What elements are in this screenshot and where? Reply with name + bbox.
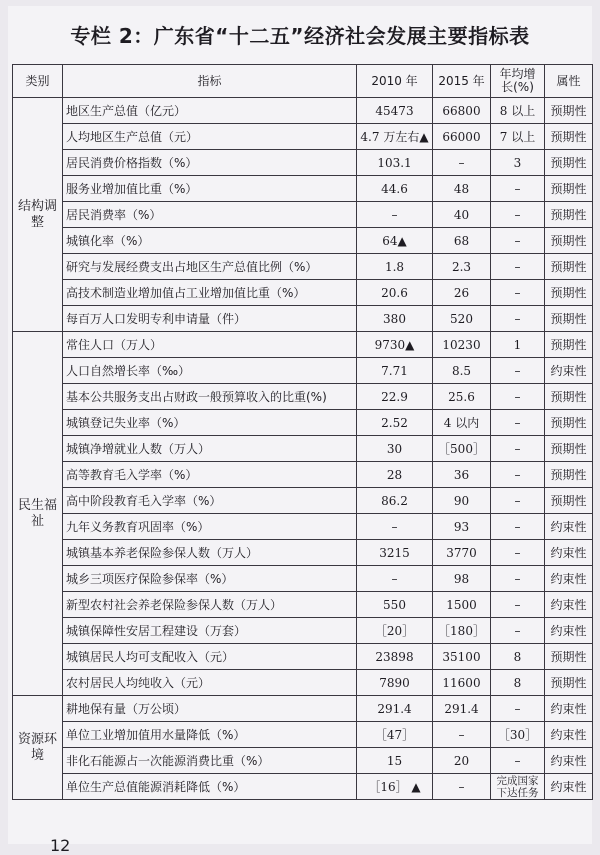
indicator-name-cell: 人口自然增长率（‰） [63, 358, 357, 384]
page-title: 专栏 2：广东省“十二五”经济社会发展主要指标表 [70, 24, 530, 48]
value-2015-cell: 25.6 [433, 384, 491, 410]
table-row [13, 124, 593, 150]
growth-cell: – [491, 592, 545, 618]
attribute-cell: 约束性 [545, 592, 593, 618]
attribute-cell: 预期性 [545, 98, 593, 124]
attribute-cell: 预期性 [545, 306, 593, 332]
value-2015-cell: 2.3 [433, 254, 491, 280]
value-2010-cell: 3215 [357, 540, 433, 566]
value-2010-cell: ［16］ ▲ [357, 774, 433, 800]
table-row [13, 228, 593, 254]
attribute-cell: 约束性 [545, 696, 593, 722]
table-row [13, 150, 593, 176]
header-indicator: 指标 [63, 65, 357, 98]
header-2015: 2015 年 [433, 65, 491, 98]
category-cell: 民生福祉 [13, 332, 63, 696]
attribute-cell: 约束性 [545, 566, 593, 592]
table-row [13, 566, 593, 592]
attribute-cell: 预期性 [545, 384, 593, 410]
value-2010-cell: 45473 [357, 98, 433, 124]
growth-cell: – [491, 384, 545, 410]
value-2015-cell: 48 [433, 176, 491, 202]
value-2015-cell: 90 [433, 488, 491, 514]
value-2015-cell: 4 以内 [433, 410, 491, 436]
indicator-name-cell: 人均地区生产总值（元） [63, 124, 357, 150]
indicator-name-cell: 城镇登记失业率（%） [63, 410, 357, 436]
value-2010-cell: 28 [357, 462, 433, 488]
value-2015-cell: – [433, 774, 491, 800]
value-2015-cell: 520 [433, 306, 491, 332]
attribute-cell: 约束性 [545, 722, 593, 748]
header-2010: 2010 年 [357, 65, 433, 98]
value-2010-cell: – [357, 514, 433, 540]
growth-cell: 8 [491, 644, 545, 670]
value-2015-cell: 20 [433, 748, 491, 774]
table-row [13, 670, 593, 696]
table-row [13, 176, 593, 202]
value-2015-cell: 98 [433, 566, 491, 592]
table-row [13, 722, 593, 748]
category-cell: 资源环境 [13, 696, 63, 800]
indicator-name-cell: 耕地保有量（万公顷） [63, 696, 357, 722]
table-row [13, 592, 593, 618]
growth-cell: ［30］ [491, 722, 545, 748]
table-row [13, 696, 593, 722]
growth-cell: – [491, 540, 545, 566]
growth-cell: – [491, 306, 545, 332]
attribute-cell: 预期性 [545, 228, 593, 254]
table-row [13, 436, 593, 462]
indicator-name-cell: 城镇居民人均可支配收入（元） [63, 644, 357, 670]
category-cell: 结构调整 [13, 98, 63, 332]
value-2010-cell: 4.7 万左右▲ [357, 124, 433, 150]
growth-cell: 1 [491, 332, 545, 358]
value-2015-cell: 8.5 [433, 358, 491, 384]
value-2010-cell: ［47］ [357, 722, 433, 748]
table-row [13, 254, 593, 280]
value-2010-cell: 7.71 [357, 358, 433, 384]
value-2010-cell: 103.1 [357, 150, 433, 176]
value-2010-cell: 550 [357, 592, 433, 618]
table-row [13, 410, 593, 436]
growth-cell: – [491, 618, 545, 644]
growth-cell: – [491, 254, 545, 280]
attribute-cell: 预期性 [545, 254, 593, 280]
indicator-name-cell: 常住人口（万人） [63, 332, 357, 358]
growth-cell: 8 [491, 670, 545, 696]
value-2015-cell: 291.4 [433, 696, 491, 722]
growth-cell: – [491, 488, 545, 514]
growth-cell: – [491, 436, 545, 462]
indicator-name-cell: 服务业增加值比重（%） [63, 176, 357, 202]
growth-cell: – [491, 358, 545, 384]
attribute-cell: 预期性 [545, 150, 593, 176]
growth-cell: – [491, 410, 545, 436]
table-row [13, 202, 593, 228]
indicator-name-cell: 新型农村社会养老保险参保人数（万人） [63, 592, 357, 618]
value-2010-cell: 64▲ [357, 228, 433, 254]
growth-cell: – [491, 566, 545, 592]
table-row [13, 384, 593, 410]
value-2015-cell: ［180］ [433, 618, 491, 644]
value-2010-cell: ［20］ [357, 618, 433, 644]
value-2010-cell: 9730▲ [357, 332, 433, 358]
attribute-cell: 预期性 [545, 488, 593, 514]
value-2015-cell: 93 [433, 514, 491, 540]
table-row [13, 280, 593, 306]
indicator-name-cell: 居民消费率（%） [63, 202, 357, 228]
attribute-cell: 约束性 [545, 358, 593, 384]
table-row [13, 98, 593, 124]
attribute-cell: 预期性 [545, 670, 593, 696]
attribute-cell: 预期性 [545, 332, 593, 358]
attribute-cell: 预期性 [545, 176, 593, 202]
value-2010-cell: 20.6 [357, 280, 433, 306]
table-row [13, 748, 593, 774]
indicator-name-cell: 城镇净增就业人数（万人） [63, 436, 357, 462]
value-2015-cell: 10230 [433, 332, 491, 358]
value-2010-cell: 22.9 [357, 384, 433, 410]
attribute-cell: 约束性 [545, 540, 593, 566]
value-2010-cell: 23898 [357, 644, 433, 670]
indicator-name-cell: 居民消费价格指数（%） [63, 150, 357, 176]
value-2010-cell: 291.4 [357, 696, 433, 722]
table-row [13, 332, 593, 358]
value-2015-cell: 1500 [433, 592, 491, 618]
value-2015-cell: 26 [433, 280, 491, 306]
attribute-cell: 约束性 [545, 748, 593, 774]
table-row [13, 540, 593, 566]
growth-cell: – [491, 462, 545, 488]
indicator-name-cell: 高技术制造业增加值占工业增加值比重（%） [63, 280, 357, 306]
indicator-name-cell: 城乡三项医疗保险参保率（%） [63, 566, 357, 592]
indicator-name-cell: 研究与发展经费支出占地区生产总值比例（%） [63, 254, 357, 280]
table-row [13, 618, 593, 644]
value-2015-cell: 35100 [433, 644, 491, 670]
growth-cell: – [491, 228, 545, 254]
growth-cell: – [491, 280, 545, 306]
value-2010-cell: – [357, 566, 433, 592]
indicator-name-cell: 高等教育毛入学率（%） [63, 462, 357, 488]
attribute-cell: 约束性 [545, 514, 593, 540]
value-2015-cell: 36 [433, 462, 491, 488]
indicator-table [12, 64, 593, 800]
attribute-cell: 预期性 [545, 280, 593, 306]
value-2010-cell: 86.2 [357, 488, 433, 514]
growth-cell: 3 [491, 150, 545, 176]
growth-cell: 完成国家下达任务 [491, 774, 545, 800]
value-2015-cell: 3770 [433, 540, 491, 566]
indicator-name-cell: 九年义务教育巩固率（%） [63, 514, 357, 540]
value-2015-cell: 66800 [433, 98, 491, 124]
attribute-cell: 约束性 [545, 618, 593, 644]
growth-cell: – [491, 176, 545, 202]
table-row [13, 644, 593, 670]
page [8, 6, 592, 855]
attribute-cell: 预期性 [545, 202, 593, 228]
value-2010-cell: 30 [357, 436, 433, 462]
attribute-cell: 预期性 [545, 436, 593, 462]
growth-cell: 7 以上 [491, 124, 545, 150]
indicator-name-cell: 城镇化率（%） [63, 228, 357, 254]
indicator-name-cell: 非化石能源占一次能源消费比重（%） [63, 748, 357, 774]
header-growth: 年均增长(%) [491, 65, 545, 98]
indicator-name-cell: 地区生产总值（亿元） [63, 98, 357, 124]
table-body [13, 98, 593, 800]
indicator-name-cell: 高中阶段教育毛入学率（%） [63, 488, 357, 514]
value-2015-cell: – [433, 150, 491, 176]
value-2010-cell: 44.6 [357, 176, 433, 202]
indicator-name-cell: 单位生产总值能源消耗降低（%） [63, 774, 357, 800]
attribute-cell: 预期性 [545, 124, 593, 150]
growth-cell: – [491, 202, 545, 228]
table-row [13, 774, 593, 800]
indicator-name-cell: 每百万人口发明专利申请量（件） [63, 306, 357, 332]
value-2010-cell: 7890 [357, 670, 433, 696]
value-2015-cell: ［500］ [433, 436, 491, 462]
table-header-row [13, 65, 593, 98]
growth-cell: – [491, 514, 545, 540]
table-row [13, 358, 593, 384]
attribute-cell: 预期性 [545, 462, 593, 488]
value-2015-cell: 40 [433, 202, 491, 228]
growth-cell: – [491, 748, 545, 774]
attribute-cell: 约束性 [545, 774, 593, 800]
indicator-name-cell: 基本公共服务支出占财政一般预算收入的比重(%) [63, 384, 357, 410]
growth-cell: 8 以上 [491, 98, 545, 124]
page-number: 12 [50, 836, 71, 855]
table-row [13, 488, 593, 514]
indicator-name-cell: 城镇基本养老保险参保人数（万人） [63, 540, 357, 566]
attribute-cell: 预期性 [545, 410, 593, 436]
table-row [13, 306, 593, 332]
table-row [13, 462, 593, 488]
table-row [13, 514, 593, 540]
value-2010-cell: 2.52 [357, 410, 433, 436]
value-2010-cell: 380 [357, 306, 433, 332]
indicator-name-cell: 农村居民人均纯收入（元） [63, 670, 357, 696]
value-2015-cell: 66000 [433, 124, 491, 150]
value-2010-cell: – [357, 202, 433, 228]
indicator-name-cell: 城镇保障性安居工程建设（万套） [63, 618, 357, 644]
growth-cell: – [491, 696, 545, 722]
indicator-name-cell: 单位工业增加值用水量降低（%） [63, 722, 357, 748]
value-2015-cell: 68 [433, 228, 491, 254]
value-2010-cell: 1.8 [357, 254, 433, 280]
attribute-cell: 预期性 [545, 644, 593, 670]
value-2015-cell: – [433, 722, 491, 748]
value-2010-cell: 15 [357, 748, 433, 774]
value-2015-cell: 11600 [433, 670, 491, 696]
header-category: 类别 [13, 65, 63, 98]
header-attribute: 属性 [545, 65, 593, 98]
